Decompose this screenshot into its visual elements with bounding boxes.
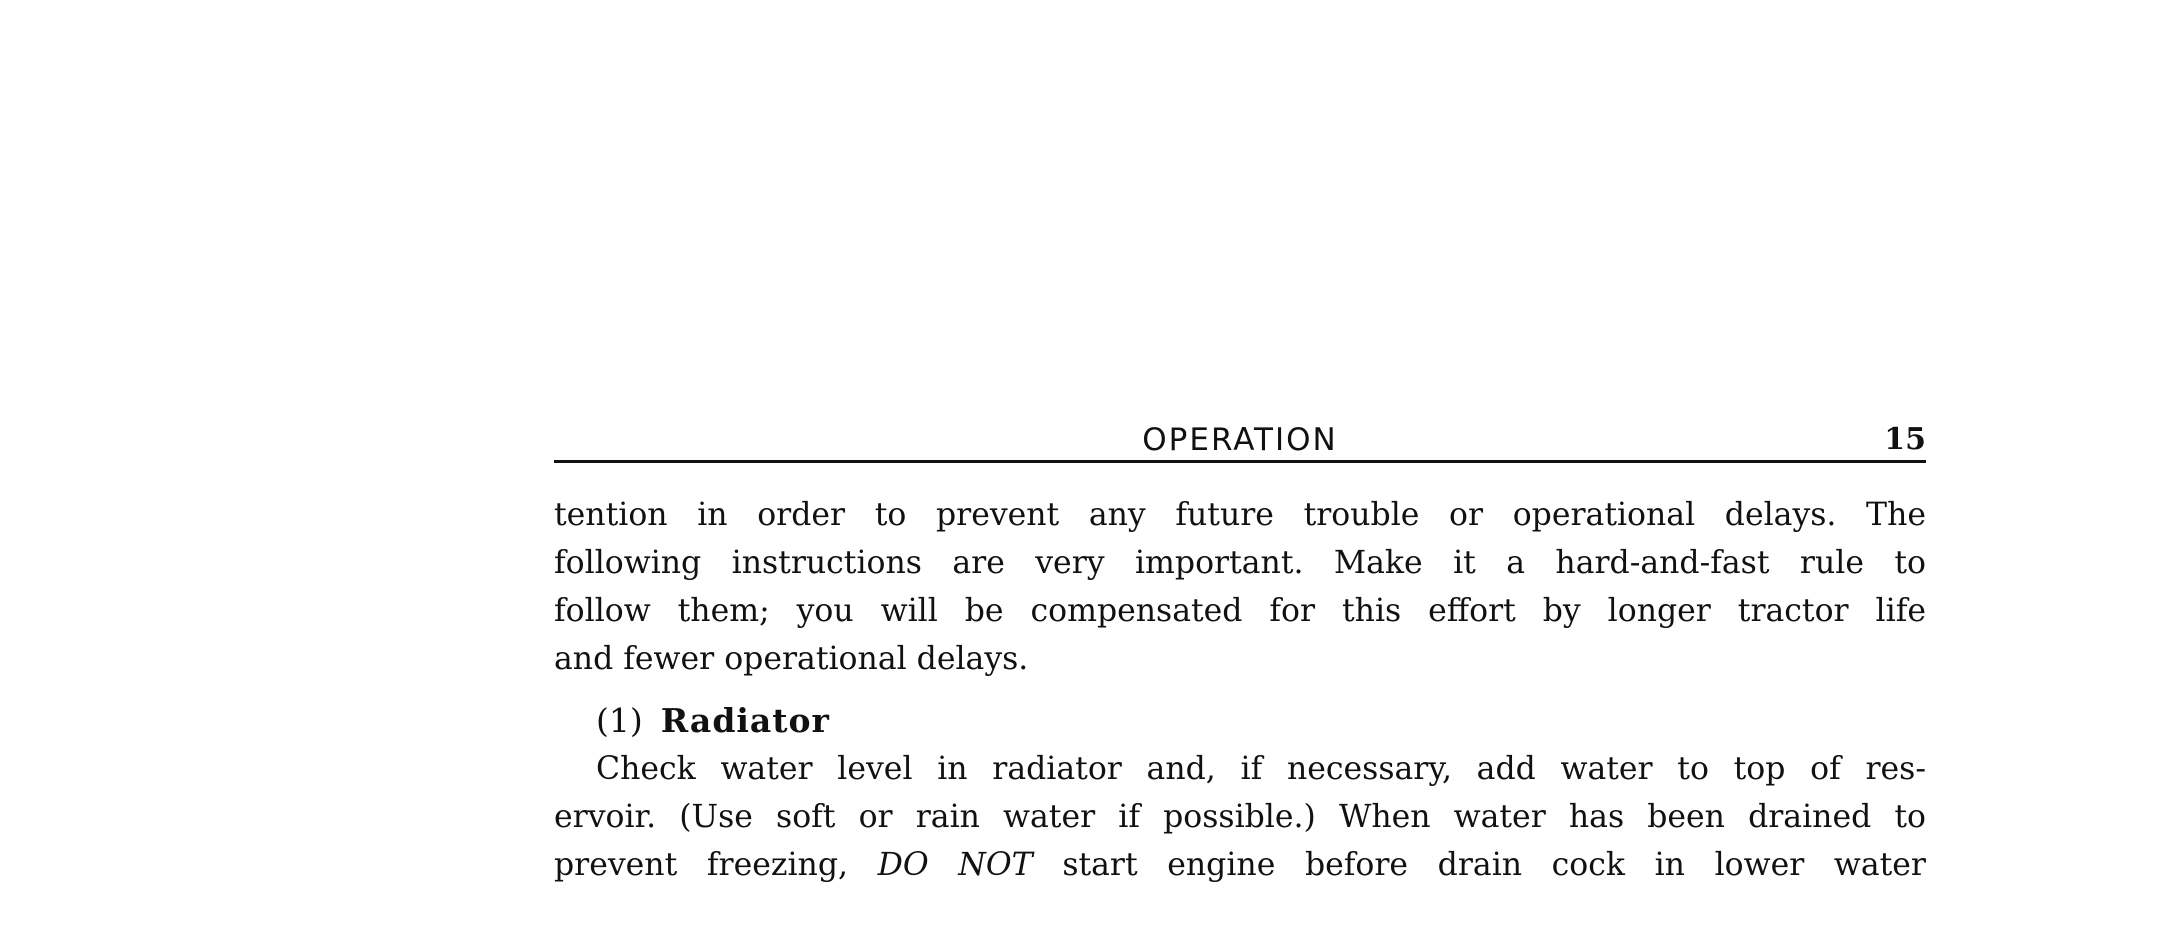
page-number: 15 xyxy=(1884,422,1926,457)
text-fragment: start engine before drain cock in lower water xyxy=(1032,847,1926,883)
text-line: following instructions are very important. Make it a hard-and-fast rule to xyxy=(554,545,1926,581)
text-line: ervoir. (Use soft or rain water if possible.) When water has been drained to xyxy=(554,799,1926,835)
running-header xyxy=(554,420,1926,463)
paragraph-radiator xyxy=(554,745,1926,889)
subsection-heading xyxy=(596,697,1926,745)
paragraph-intro xyxy=(554,491,1926,683)
text-line: tention in order to prevent any future trouble or operational delays. The xyxy=(554,497,1926,533)
text-line xyxy=(554,841,1926,889)
body-text xyxy=(554,491,1926,889)
text-line: Check water level in radiator and, if necessary, add water to top of res- xyxy=(596,751,1926,787)
emphasis-text: DO NOT xyxy=(877,847,1033,883)
text-fragment: prevent freezing, xyxy=(554,847,878,883)
page-content xyxy=(554,420,1926,889)
subsection-number: (1) xyxy=(596,701,643,740)
section-title: OPERATION xyxy=(1142,422,1338,458)
subsection-title: Radiator xyxy=(660,701,830,740)
text-line: follow them; you will be compensated for this effort by longer tractor life xyxy=(554,593,1926,629)
text-line: and fewer operational delays. xyxy=(554,641,1029,677)
